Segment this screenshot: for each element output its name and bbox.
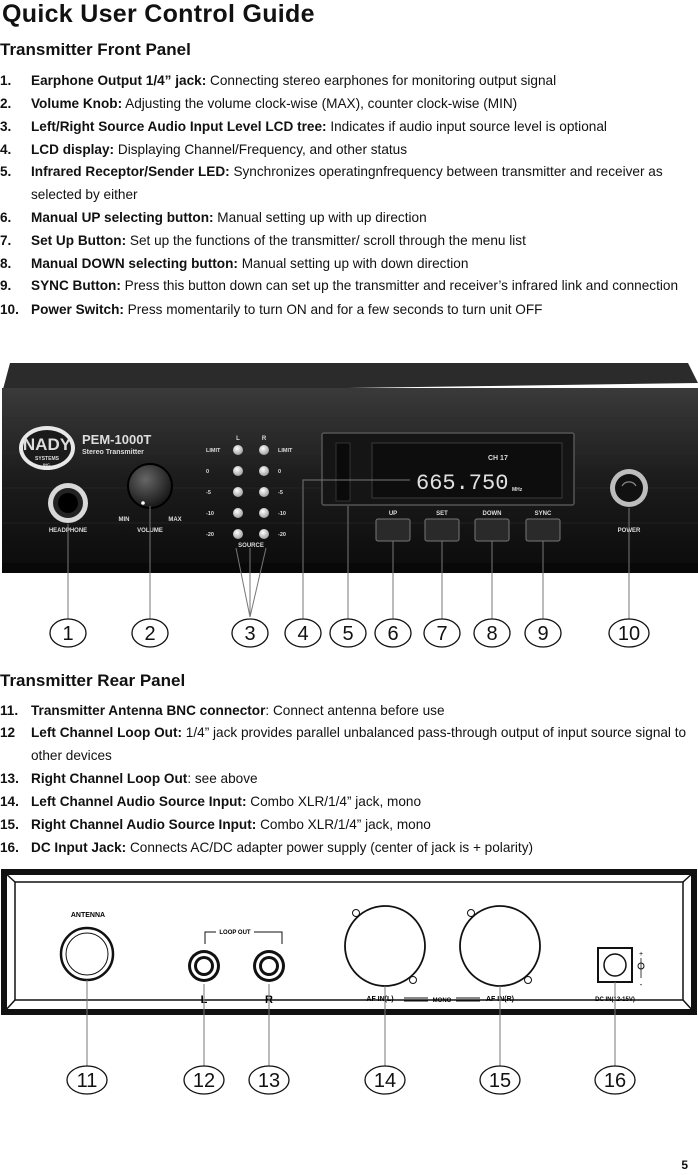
list-item: 7. Set Up Button: Set up the functions of the transmitter/ scroll through the menu list: [0, 233, 526, 248]
led-level-label: -20: [278, 532, 286, 538]
svg-text:R: R: [265, 994, 273, 1006]
svg-text:L: L: [236, 436, 240, 442]
svg-text:2: 2: [144, 623, 156, 645]
loop-out-right-jack: [253, 950, 285, 982]
svg-text:AF IN(R): AF IN(R): [486, 996, 514, 1003]
svg-text:UP: UP: [388, 511, 398, 517]
svg-text:L: L: [200, 994, 208, 1006]
dc-input-jack: [598, 948, 632, 982]
svg-text:MIN: MIN: [118, 517, 130, 523]
led-level-label: -5: [206, 490, 211, 496]
svg-text:+: +: [638, 951, 644, 958]
level-led: [233, 529, 243, 539]
level-led: [233, 445, 243, 455]
svg-text:SYSTEMS: SYSTEMS: [35, 456, 59, 462]
callout-13: [249, 1066, 289, 1094]
callout-3: [232, 619, 268, 647]
svg-text:MAX: MAX: [168, 517, 182, 523]
led-level-label: LIMIT: [206, 448, 221, 454]
svg-text:10: 10: [617, 623, 641, 645]
model-name: PEM-1000T: [82, 432, 152, 447]
svg-text:3: 3: [244, 623, 256, 645]
rear-panel-heading: Transmitter Rear Panel: [0, 671, 186, 690]
rear-panel-illustration: [0, 868, 698, 1108]
list-item: 12 Left Channel Loop Out: 1/4” jack provides parallel unbalanced pass-through output of input source signal to other devices: [0, 725, 687, 763]
af-in-left-xlr: [345, 906, 425, 986]
svg-text:SET: SET: [436, 511, 448, 517]
volume-knob: [128, 464, 172, 508]
callout-16: [595, 1066, 635, 1094]
svg-text:LOOP OUT: LOOP OUT: [219, 930, 251, 936]
svg-text:4: 4: [297, 623, 309, 645]
led-level-label: -5: [278, 490, 283, 496]
rear-panel-list: [0, 699, 690, 859]
svg-text:HEADPHONE: HEADPHONE: [48, 528, 88, 534]
list-item: 13. Right Channel Loop Out: see above: [0, 771, 258, 786]
level-led: [259, 529, 269, 539]
svg-text:16: 16: [603, 1070, 627, 1092]
svg-text:-: -: [639, 980, 643, 989]
list-item: 16. DC Input Jack: Connects AC/DC adapter power supply (center of jack is + polarity): [0, 840, 534, 855]
callout-14: [365, 1066, 405, 1094]
svg-text:NADY: NADY: [22, 435, 72, 454]
callout-8: [474, 619, 510, 647]
infrared-window: [336, 443, 350, 501]
callout-12: [184, 1066, 224, 1094]
callout-11: [67, 1066, 107, 1094]
level-led: [259, 445, 269, 455]
svg-text:ANTENNA: ANTENNA: [70, 912, 106, 919]
svg-text:POWER: POWER: [617, 528, 641, 534]
callout-1: [50, 619, 86, 647]
led-level-label: 0: [206, 469, 210, 475]
svg-text:DC IN(12-15V): DC IN(12-15V): [595, 997, 635, 1003]
callout-2: [132, 619, 168, 647]
svg-text:AF IN(L): AF IN(L): [366, 996, 394, 1003]
led-level-label: -10: [206, 511, 214, 517]
led-level-label: LIMIT: [278, 448, 293, 454]
callout-15: [480, 1066, 520, 1094]
svg-text:7: 7: [436, 623, 448, 645]
callout-4: [285, 619, 321, 647]
list-item: 11. Transmitter Antenna BNC connector: Connect antenna before use: [0, 703, 445, 718]
list-item: 14. Left Channel Audio Source Input: Combo XLR/1/4” jack, mono: [0, 794, 422, 809]
svg-text:15: 15: [488, 1070, 512, 1092]
svg-text:SYNC: SYNC: [534, 511, 552, 517]
svg-text:1: 1: [62, 623, 74, 645]
svg-text:CH 17: CH 17: [488, 455, 508, 462]
nady-logo: [19, 426, 75, 470]
callout-5: [330, 619, 366, 647]
callout-10: [609, 619, 649, 647]
level-led: [233, 508, 243, 518]
led-level-label: -10: [278, 511, 286, 517]
list-item: 15. Right Channel Audio Source Input: Combo XLR/1/4” jack, mono: [0, 817, 431, 832]
svg-text:5: 5: [342, 623, 354, 645]
svg-text:9: 9: [537, 623, 549, 645]
led-level-label: -20: [206, 532, 214, 538]
svg-text:13: 13: [257, 1070, 281, 1092]
svg-text:SOURCE: SOURCE: [238, 543, 264, 549]
svg-text:R: R: [261, 436, 267, 442]
svg-text:DOWN: DOWN: [482, 511, 502, 517]
headphone-jack: [48, 483, 88, 523]
svg-text:MHz: MHz: [512, 487, 523, 493]
level-led: [259, 466, 269, 476]
front-panel-illustration: [0, 358, 698, 658]
svg-text:VOLUME: VOLUME: [137, 528, 163, 534]
list-item: 1. Earphone Output 1/4” jack: Connecting stereo earphones for monitoring output signal: [0, 73, 557, 88]
list-item: 8. Manual DOWN selecting button: Manual setting up with down direction: [0, 256, 469, 271]
antenna-bnc-connector: [61, 928, 113, 980]
led-level-label: 0: [278, 469, 282, 475]
svg-text:6: 6: [387, 623, 399, 645]
list-item: 10. Power Switch: Press momentarily to turn ON and for a few seconds to turn unit OFF: [0, 301, 543, 317]
power-button: [610, 469, 648, 507]
level-led: [259, 487, 269, 497]
svg-text:8: 8: [486, 623, 498, 645]
list-item: 5. Infrared Receptor/Sender LED: Synchronizes operatingnfrequency between transmitter and receiver as selected by either: [0, 164, 663, 202]
lcd-frequency: 665.750: [416, 471, 509, 496]
svg-text:11: 11: [76, 1070, 98, 1092]
front-panel-list: [0, 69, 690, 321]
front-panel-heading: Transmitter Front Panel: [0, 40, 191, 59]
page-number: 5: [681, 1158, 688, 1172]
model-subtitle: Stereo Transmitter: [82, 449, 144, 456]
svg-text:12: 12: [192, 1070, 216, 1092]
list-item: 9. SYNC Button: Press this button down can set up the transmitter and receiver’s infrared link and connection: [0, 278, 679, 293]
page-title: Quick User Control Guide: [2, 0, 315, 28]
level-led: [259, 508, 269, 518]
svg-text:14: 14: [373, 1070, 397, 1092]
callout-7: [424, 619, 460, 647]
list-item: 4. LCD display: Displaying Channel/Frequency, and other status: [0, 142, 408, 157]
af-in-right-xlr: [460, 906, 540, 986]
svg-text:INC.: INC.: [43, 462, 51, 467]
list-item: 2. Volume Knob: Adjusting the volume clock-wise (MAX), counter clock-wise (MIN): [0, 96, 518, 111]
svg-text:MONO: MONO: [432, 998, 452, 1004]
loop-out-left-jack: [188, 950, 220, 982]
list-item: 6. Manual UP selecting button: Manual setting up with up direction: [0, 210, 427, 225]
list-item: 3. Left/Right Source Audio Input Level LCD tree: Indicates if audio input source level is optional: [0, 119, 607, 134]
callout-6: [375, 619, 411, 647]
level-led: [233, 466, 243, 476]
level-led: [233, 487, 243, 497]
callout-9: [525, 619, 561, 647]
